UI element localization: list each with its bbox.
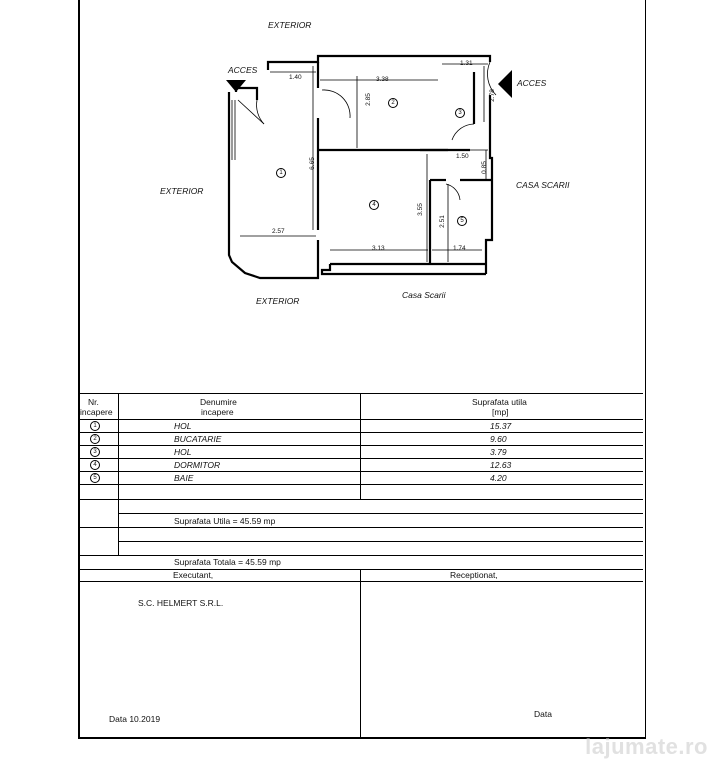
row-name: HOL xyxy=(174,447,192,457)
header-nr-sub: incapere xyxy=(80,407,113,417)
row-name: HOL xyxy=(174,421,192,431)
label-exterior-left: EXTERIOR xyxy=(160,186,204,196)
header-area: Suprafata utila xyxy=(472,397,527,407)
room-number: 3 xyxy=(455,108,465,118)
rooms-table xyxy=(78,393,643,737)
row-area: 9.60 xyxy=(490,434,507,444)
company-name: S.C. HELMERT S.R.L. xyxy=(138,598,224,608)
dim-label: 2.85 xyxy=(364,93,372,106)
row-area: 15.37 xyxy=(490,421,512,431)
acces-arrow-left xyxy=(226,80,246,92)
dim-label: 2.78 xyxy=(488,89,496,102)
row-nr: 1 xyxy=(90,421,100,431)
outer-wall-top-left xyxy=(236,88,257,100)
label-exterior-bottom: EXTERIOR xyxy=(256,296,300,306)
room-number: 4 xyxy=(369,200,379,210)
watermark-logo: lajumate.ro xyxy=(585,734,708,759)
outer-wall-top xyxy=(268,56,490,70)
outer-wall-left xyxy=(229,92,318,278)
header-name: Denumire xyxy=(200,397,237,407)
suprafata-utila: Suprafata Utila = 45.59 mp xyxy=(174,516,276,526)
row-area: 12.63 xyxy=(490,460,512,470)
dim-label: 1.74 xyxy=(453,245,466,252)
header-nr: Nr. xyxy=(88,397,99,407)
row-nr: 4 xyxy=(90,460,100,470)
row-name: BAIE xyxy=(174,473,194,483)
row-area: 3.79 xyxy=(490,447,507,457)
label-casa-scarii-bottom: Casa Scarii xyxy=(402,290,446,300)
outer-wall-right xyxy=(486,95,492,274)
receptionat-label: Receptionat, xyxy=(450,570,498,580)
label-casa-scarii-right: CASA SCARII xyxy=(516,180,570,190)
dim-label: 6.65 xyxy=(308,157,316,170)
row-name: DORMITOR xyxy=(174,460,221,470)
label-acces-left: ACCES xyxy=(228,65,258,75)
room-number: 2 xyxy=(388,98,398,108)
acces-arrow-right xyxy=(498,70,512,98)
dim-label: 1.50 xyxy=(456,153,469,160)
label-acces-right: ACCES xyxy=(517,78,547,88)
data-left: Data 10.2019 xyxy=(109,714,161,724)
header-area-sub: [mp] xyxy=(492,407,509,417)
row-nr: 3 xyxy=(90,447,100,457)
door-swing-hol3 xyxy=(452,124,474,140)
label-exterior-top: EXTERIOR xyxy=(268,20,312,30)
dim-label: 0.85 xyxy=(480,161,488,174)
room-number: 5 xyxy=(457,216,467,226)
dim-label: 3.55 xyxy=(416,203,424,216)
row-nr: 2 xyxy=(90,434,100,444)
row-area: 4.20 xyxy=(490,473,507,483)
room-number: 1 xyxy=(276,168,286,178)
outer-wall-bottom xyxy=(322,264,486,274)
suprafata-totala: Suprafata Totala = 45.59 mp xyxy=(174,557,281,567)
dim-label: 2.51 xyxy=(438,215,446,228)
dim-label: 3.13 xyxy=(372,245,385,252)
door-swing-kitchen xyxy=(322,90,350,118)
header-name-sub: incapere xyxy=(201,407,234,417)
row-name: BUCATARIE xyxy=(174,434,222,444)
dim-label: 1.31 xyxy=(460,60,473,67)
dim-label: 1.40 xyxy=(289,74,302,81)
executant-label: Executant, xyxy=(173,570,214,580)
row-nr: 5 xyxy=(90,473,100,483)
dim-label: 2.57 xyxy=(272,228,285,235)
dim-label: 3.38 xyxy=(376,76,389,83)
data-right: Data xyxy=(534,709,552,719)
